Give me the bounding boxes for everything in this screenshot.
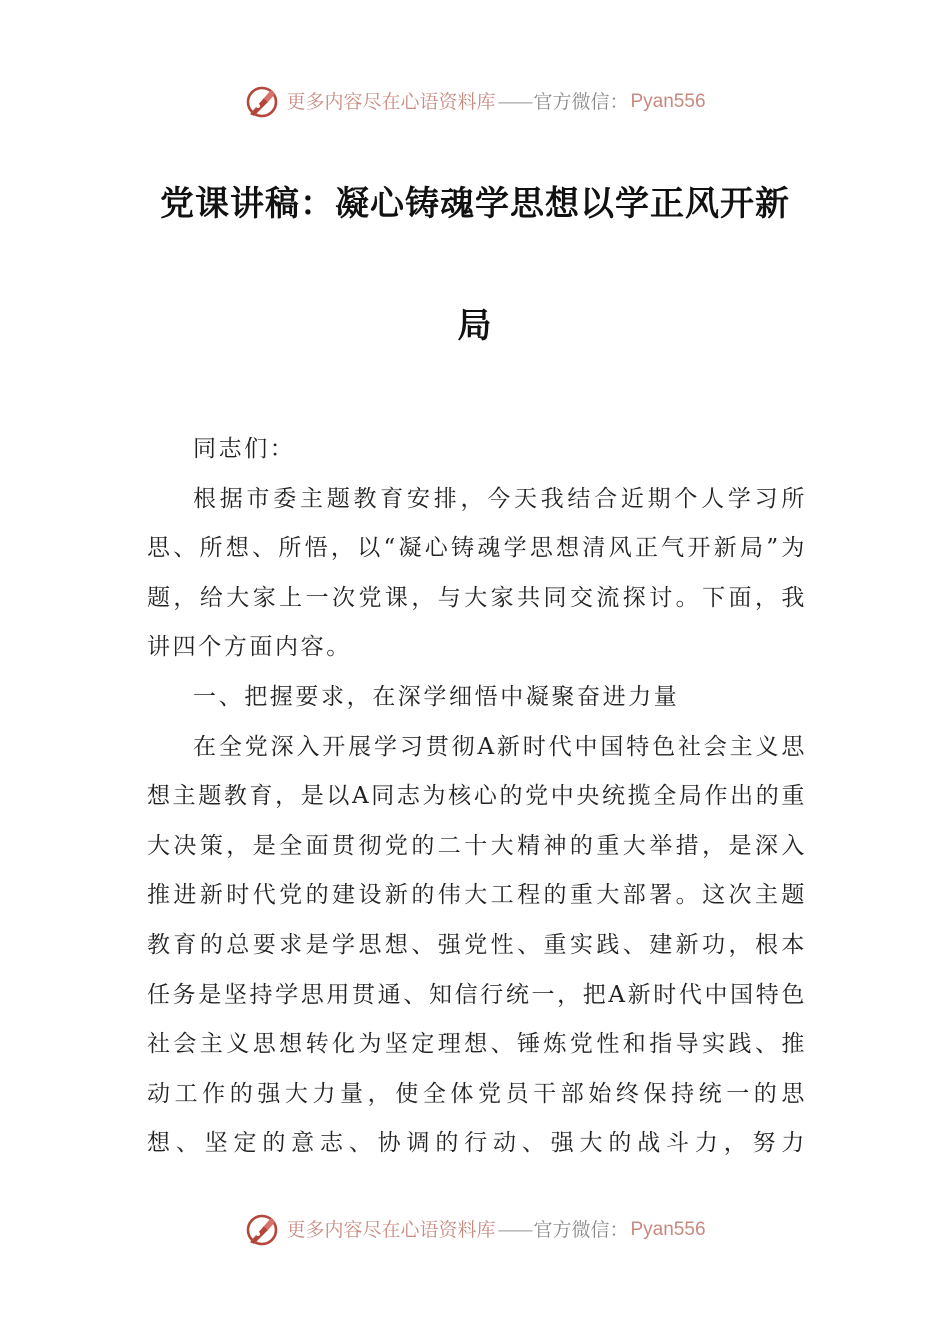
document-body [147,425,807,1169]
section-heading-1: 一、把握要求，在深学细悟中凝聚奋进力量 [193,683,680,710]
intro-paragraph: 根据市委主题教育安排，今天我结合近期个人学习所思、所想、所悟，以“凝心铸魂学思想清风正气开新局”为题，给大家上一次党课，与大家共同交流探讨。下面，我讲四个方面内容。 [147,485,807,661]
watermark-handle: Pyan556 [630,91,706,112]
footer-watermark [0,1210,950,1250]
watermark-handle: Pyan556 [630,1219,706,1240]
header-watermark [0,82,950,122]
watermark-official-text: 官方微信： [533,91,629,113]
pen-circle-logo-icon [244,1212,280,1248]
watermark-official-text: 官方微信： [533,1219,629,1241]
watermark-dash: —— [497,91,532,113]
watermark-lead-text: 更多内容尽在心语资料库 [286,1219,496,1241]
document-title-line-1: 党课讲稿：凝心铸魂学思想以学正风开新 [160,184,790,224]
pen-circle-logo-icon [244,84,280,120]
watermark-dash: —— [497,1219,532,1241]
section-1-paragraph: 在全党深入开展学习贯彻A新时代中国特色社会主义思想主题教育，是以A同志为核心的党中央统揽全局作出的重大决策，是全面贯彻党的二十大精神的重大举措，是深入推进新时代党的建设新的伟大工程的重大部署。这次主题教育的总要求是学思想、强党性、重实践、建新功，根本任务是坚持学思用贯通、知信行统一，把A新时代中国特色社会主义思想转化为坚定理想、锤炼党性和指导实践、推动工作的强大力量，使全体党员干部始终保持统一的思想、坚定的意志、协调的行动、强大的战斗力，努力 [147,733,807,1157]
salutation-paragraph: 同志们： [193,436,296,462]
document-title-line-2: 局 [457,306,493,346]
watermark-lead-text: 更多内容尽在心语资料库 [286,91,496,113]
